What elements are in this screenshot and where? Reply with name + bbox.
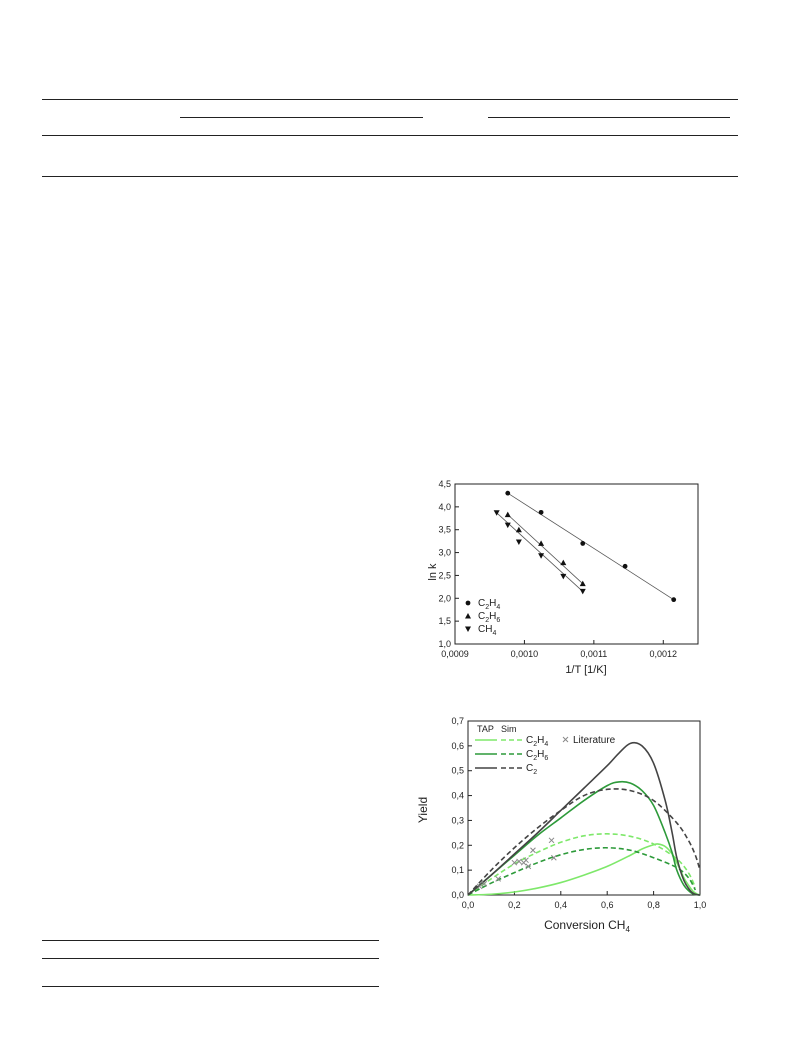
y-tick-label: 2,0 <box>438 593 451 604</box>
y-tick-label: 0,6 <box>451 740 464 751</box>
legend-header-sim: Sim <box>501 724 517 734</box>
fit-lines <box>497 493 674 600</box>
x-tick-label: 0,0009 <box>441 649 469 659</box>
legend-literature-marker <box>563 737 568 742</box>
data-point <box>560 560 566 566</box>
legend-label: $C_2H_4$ <box>478 598 501 611</box>
y-tick-label: 1,5 <box>438 616 451 627</box>
y-axis-label: ln k <box>427 563 439 581</box>
y-tick-label: 0,7 <box>451 716 464 726</box>
data-point <box>560 574 566 580</box>
y-tick-label: 3,0 <box>438 547 451 558</box>
fit-line <box>508 515 583 584</box>
data-point <box>538 553 544 559</box>
yield-series-lines <box>468 743 700 895</box>
legend-label: $C_2H_6$ <box>478 611 501 624</box>
x-tick-label: 0,0 <box>461 900 475 910</box>
data-point <box>505 512 511 517</box>
legend-label: $C_2H_6$ <box>526 749 549 762</box>
data-point <box>580 541 585 546</box>
data-point <box>580 589 586 595</box>
y-tick-label: 4,0 <box>438 501 451 512</box>
legend-marker <box>465 613 471 619</box>
y-tick-label: 0,3 <box>451 815 464 826</box>
y-axis-label: Yield <box>416 796 430 824</box>
y-tick-label: 0,2 <box>451 840 464 851</box>
yield-plot <box>415 705 715 935</box>
y-tick-label: 0,0 <box>451 890 464 900</box>
y-tick-label: 1,0 <box>438 639 451 649</box>
y-tick-label: 0,1 <box>451 865 464 876</box>
data-point <box>671 597 676 602</box>
x-tick-label: 0,8 <box>647 900 660 910</box>
x-tick-label: 0,0012 <box>649 649 678 659</box>
small-table-mid-rule <box>42 958 379 959</box>
plot-border <box>468 721 700 895</box>
yield-line <box>468 789 700 895</box>
data-point <box>539 510 544 515</box>
legend-header-tap: TAP <box>477 724 494 734</box>
table-bottom-rule <box>42 176 738 177</box>
plot-frame <box>468 721 700 895</box>
small-table-bottom-rule <box>42 986 379 987</box>
x-axis-label: 1/T [1/K] <box>565 664 607 676</box>
x-tick-label: 0,0011 <box>580 649 608 659</box>
legend-literature-label: Literature <box>573 735 616 746</box>
data-point <box>623 564 628 569</box>
x-tick-label: 0,4 <box>554 900 568 910</box>
x-axis-label-sub: 4 <box>625 925 630 934</box>
legend-label: $C_2H_4$ <box>526 735 549 748</box>
legend <box>475 724 616 776</box>
y-tick-label: 0,4 <box>451 790 464 801</box>
table-group-rule-right <box>488 117 730 118</box>
table-top-rule <box>42 99 738 100</box>
x-axis-label <box>544 918 630 934</box>
y-tick-label: 4,5 <box>438 479 451 489</box>
data-point <box>505 491 510 496</box>
table-group-rule-left <box>180 117 423 118</box>
x-tick-label: 0,6 <box>600 900 614 910</box>
literature-point <box>549 838 554 843</box>
x-tick-label: 1,0 <box>693 900 707 910</box>
legend-marker <box>466 601 471 606</box>
data-markers <box>494 491 676 602</box>
y-tick-label: 2,5 <box>438 570 451 581</box>
data-point <box>516 540 522 546</box>
legend-label: $CH_4$ <box>478 624 497 637</box>
x-tick-label: 0,2 <box>508 900 521 910</box>
x-tick-label: 0,0010 <box>510 649 539 659</box>
legend-label: $C_2$ <box>526 763 538 776</box>
x-axis-label-main: Conversion CH <box>544 918 626 932</box>
legend <box>465 598 500 637</box>
y-tick-label: 0,5 <box>451 765 464 776</box>
legend-marker <box>465 627 471 633</box>
literature-point <box>530 848 535 853</box>
arrhenius-plot <box>420 470 710 690</box>
table-header-rule <box>42 135 738 136</box>
fit-line <box>508 493 674 600</box>
yield-line <box>468 743 700 895</box>
y-tick-label: 3,5 <box>438 524 451 535</box>
small-table-top-rule <box>42 940 379 941</box>
data-point <box>516 527 522 533</box>
